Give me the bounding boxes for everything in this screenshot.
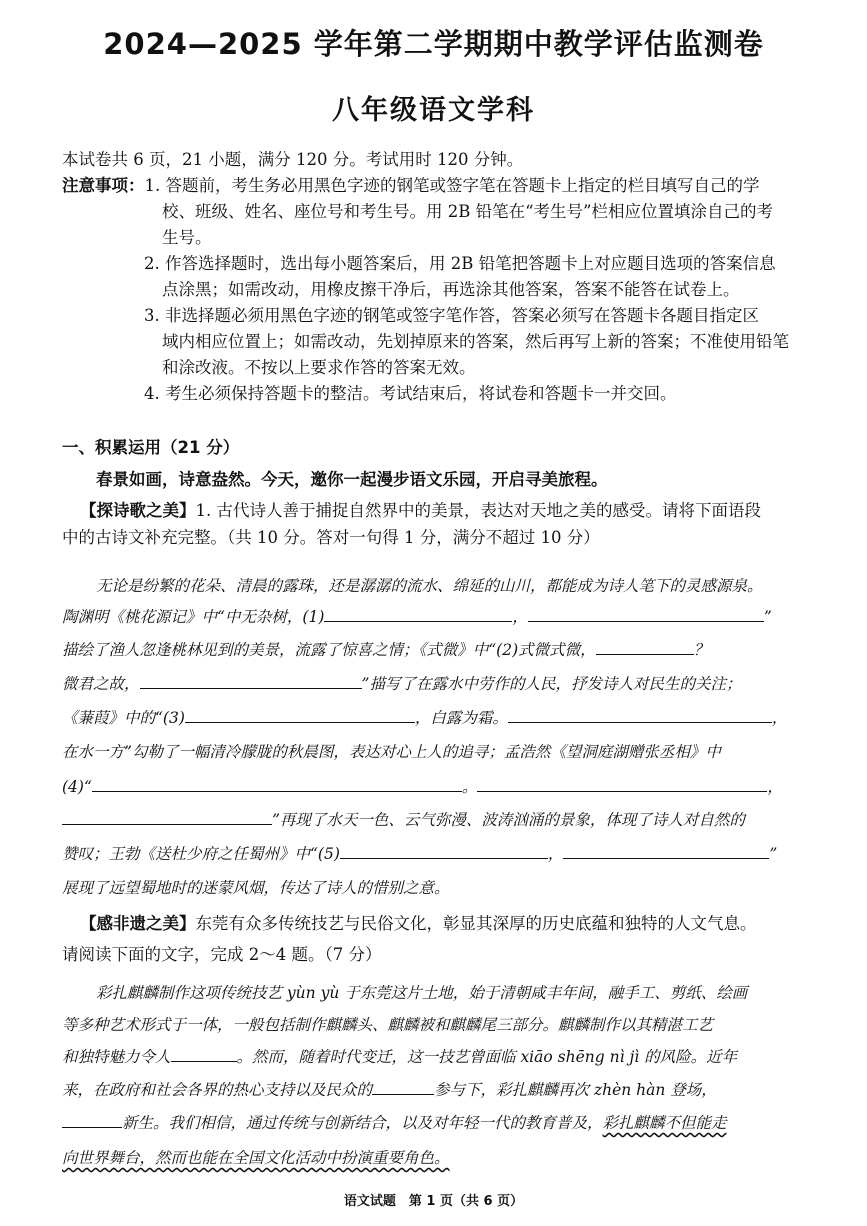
note-3-line-3: 和涂改液。不按以上要求作答的答案无效。 (162, 358, 476, 377)
notes-label: 注意事项： (62, 176, 145, 195)
page-footer: 语文试题 第 1 页（共 6 页） (343, 1194, 524, 1209)
reading-line-1: 彩扎麒麟制作这项传统技艺 yùn yù 于东莞这片土地，始于清朝咸丰年间，融手工、剪纸、绘画 (96, 984, 748, 1002)
q1-prompt-line-2: 中的古诗文补充完整。（共 10 分。答对一句得 1 分，满分不超过 10 分） (62, 528, 600, 547)
p9a: 赞叹；王勃《送杜少府之任蜀州》中“(5) (62, 845, 340, 863)
p7a: (4)“ (62, 778, 92, 796)
r4b: 参与下，彩扎麒麟再次 zhèn hàn 登场， (434, 1081, 717, 1099)
p3b: ？ (693, 641, 710, 659)
section-1-lead: 春景如画，诗意盎然。今天，邀你一起漫步语文乐园，开启寻美旅程。 (96, 470, 608, 489)
p2a: 陶渊明《桃花源记》中“中无杂树，(1) (62, 608, 325, 626)
exam-title: 2024—2025 学年第二学期期中教学评估监测卷 (103, 27, 764, 61)
answer-blank-1a[interactable] (324, 607, 512, 622)
reading-line-6 (62, 1146, 450, 1168)
note-1-line-2: 校、班级、姓名、座位号和考生号。用 2B 铅笔在“考生号”栏相应位置填涂自己的考 (162, 202, 773, 221)
answer-blank-c[interactable] (62, 1113, 122, 1128)
reading-line-2: 等多种艺术形式于一体，一般包括制作麒麟头、麒麟被和麒麟尾三部分。麒麟制作以其精湛工艺 (62, 1016, 714, 1034)
p2b: ， (512, 608, 528, 626)
p9b: ， (547, 845, 564, 863)
answer-blank-a[interactable] (171, 1047, 237, 1062)
note-1-line-3: 生号。 (162, 228, 212, 247)
note-1-line-1 (62, 172, 760, 196)
answer-blank-4a[interactable] (92, 777, 462, 792)
q1-text-a: 1. 古代诗人善于捕捉自然界中的美景，表达对天地之美的感受。请将下面语段 (195, 501, 761, 520)
intro-line: 本试卷共 6 页，21 小题，满分 120 分。考试用时 120 分钟。 (62, 150, 524, 169)
exam-subtitle: 八年级语文学科 (332, 95, 535, 126)
note-1a: 1. 答题前，考生务必用黑色字迹的钢笔或签字笔在答题卡上指定的栏目填写自己的学 (144, 176, 760, 195)
section-1-heading: 一、积累运用（21 分） (62, 438, 240, 457)
q1-passage-line-2 (62, 605, 772, 627)
p2c: ” (763, 608, 772, 626)
reading-line-5 (62, 1111, 727, 1133)
q2-prompt-line-2: 请阅读下面的文字，完成 2～4 题。（7 分） (62, 945, 382, 964)
q1-passage-line-7 (62, 775, 783, 797)
p4a: 微君之故， (62, 675, 140, 693)
reading-line-4 (62, 1078, 717, 1100)
answer-blank-3a[interactable] (185, 708, 415, 723)
answer-blank-2b[interactable] (140, 674, 362, 689)
r4a: 来，在政府和社会各界的热心支持以及民众的 (62, 1081, 373, 1099)
answer-blank-4b[interactable] (477, 777, 767, 792)
q1-prompt-line-1 (80, 497, 761, 521)
p3a: 描绘了渔人忽逢桃林见到的美景，流露了惊喜之情；《式微》中“(2)式微式微， (62, 641, 596, 659)
note-3-line-1: 3. 非选择题必须用黑色字迹的钢笔或签字笔作答，答案必须写在答题卡各题目指定区 (144, 306, 759, 325)
reading-line-3 (62, 1045, 737, 1067)
p4b: ”描写了在露水中劳作的人民，抒发诗人对民生的关注； (361, 675, 742, 693)
p7b: 。 (461, 778, 478, 796)
r3b: 。然而，随着时代变迁，这一技艺曾面临 xiāo shēng nì jì 的风险。近年 (236, 1048, 738, 1066)
p8a: ”再现了水天一色、云气弥漫、波涛汹涌的景象，体现了诗人对自然的 (272, 811, 745, 829)
q2-text-a: 东莞有众多传统技艺与民俗文化，彰显其深厚的历史底蕴和独特的人文气息。 (195, 914, 757, 933)
answer-blank-2a[interactable] (596, 640, 694, 655)
answer-blank-4c[interactable] (62, 810, 272, 825)
p5a: 《蒹葭》中的“(3) (62, 709, 185, 727)
q1-passage-line-5 (62, 706, 787, 728)
r5a: 新生。我们相信，通过传统与创新结合，以及对年轻一代的教育普及， (122, 1114, 603, 1132)
q1-passage-line-8 (62, 808, 745, 830)
note-2-line-2: 点涂黑；如需改动，用橡皮擦干净后，再选涂其他答案，答案不能答在试卷上。 (162, 280, 740, 299)
q1-passage-line-4 (62, 672, 741, 694)
q2-tag: 【感非遗之美】 (80, 914, 196, 933)
note-4-line-1: 4. 考生必须保持答题卡的整洁。考试结束后，将试卷和答题卡一并交回。 (144, 384, 677, 403)
p7c: ， (767, 778, 783, 796)
note-2-line-1: 2. 作答选择题时，选出每小题答案后，用 2B 铅笔把答题卡上对应题目选项的答案信息 (144, 254, 776, 273)
wavy-sentence-part-2: 向世界舞台，然而也能在全国文化活动中扮演重要角色。 (62, 1149, 450, 1167)
p5b: ，白露为霜。 (414, 709, 508, 727)
q1-passage-line-3 (62, 638, 709, 660)
q1-passage-line-1: 无论是纷繁的花朵、清晨的露珠，还是潺潺的流水、绵延的山川，都能成为诗人笔下的灵感源泉。 (96, 577, 763, 595)
q1-passage-line-9 (62, 842, 777, 864)
q1-tag: 【探诗歌之美】 (80, 501, 196, 520)
answer-blank-5a[interactable] (340, 844, 548, 859)
answer-blank-1b[interactable] (528, 607, 764, 622)
q2-prompt-line-1 (80, 910, 757, 934)
p9c: ” (769, 845, 778, 863)
answer-blank-3b[interactable] (508, 708, 772, 723)
r3a: 和独特魅力令人 (62, 1048, 171, 1066)
p5c: ， (771, 709, 788, 727)
q1-passage-line-10: 展现了远望蜀地时的迷蒙风烟，传达了诗人的惜别之意。 (62, 879, 450, 897)
wavy-sentence-part-1: 彩扎麒麟不但能走 (602, 1114, 727, 1132)
answer-blank-b[interactable] (372, 1080, 434, 1095)
note-3-line-2: 域内相应位置上；如需改动，先划掉原来的答案，然后再写上新的答案；不准使用铅笔 (162, 332, 789, 351)
answer-blank-5b[interactable] (563, 844, 769, 859)
q1-passage-line-6: 在水一方”勾勒了一幅清冷朦胧的秋晨图，表达对心上人的追寻；孟浩然《望洞庭湖赠张丞相》中 (62, 743, 721, 761)
